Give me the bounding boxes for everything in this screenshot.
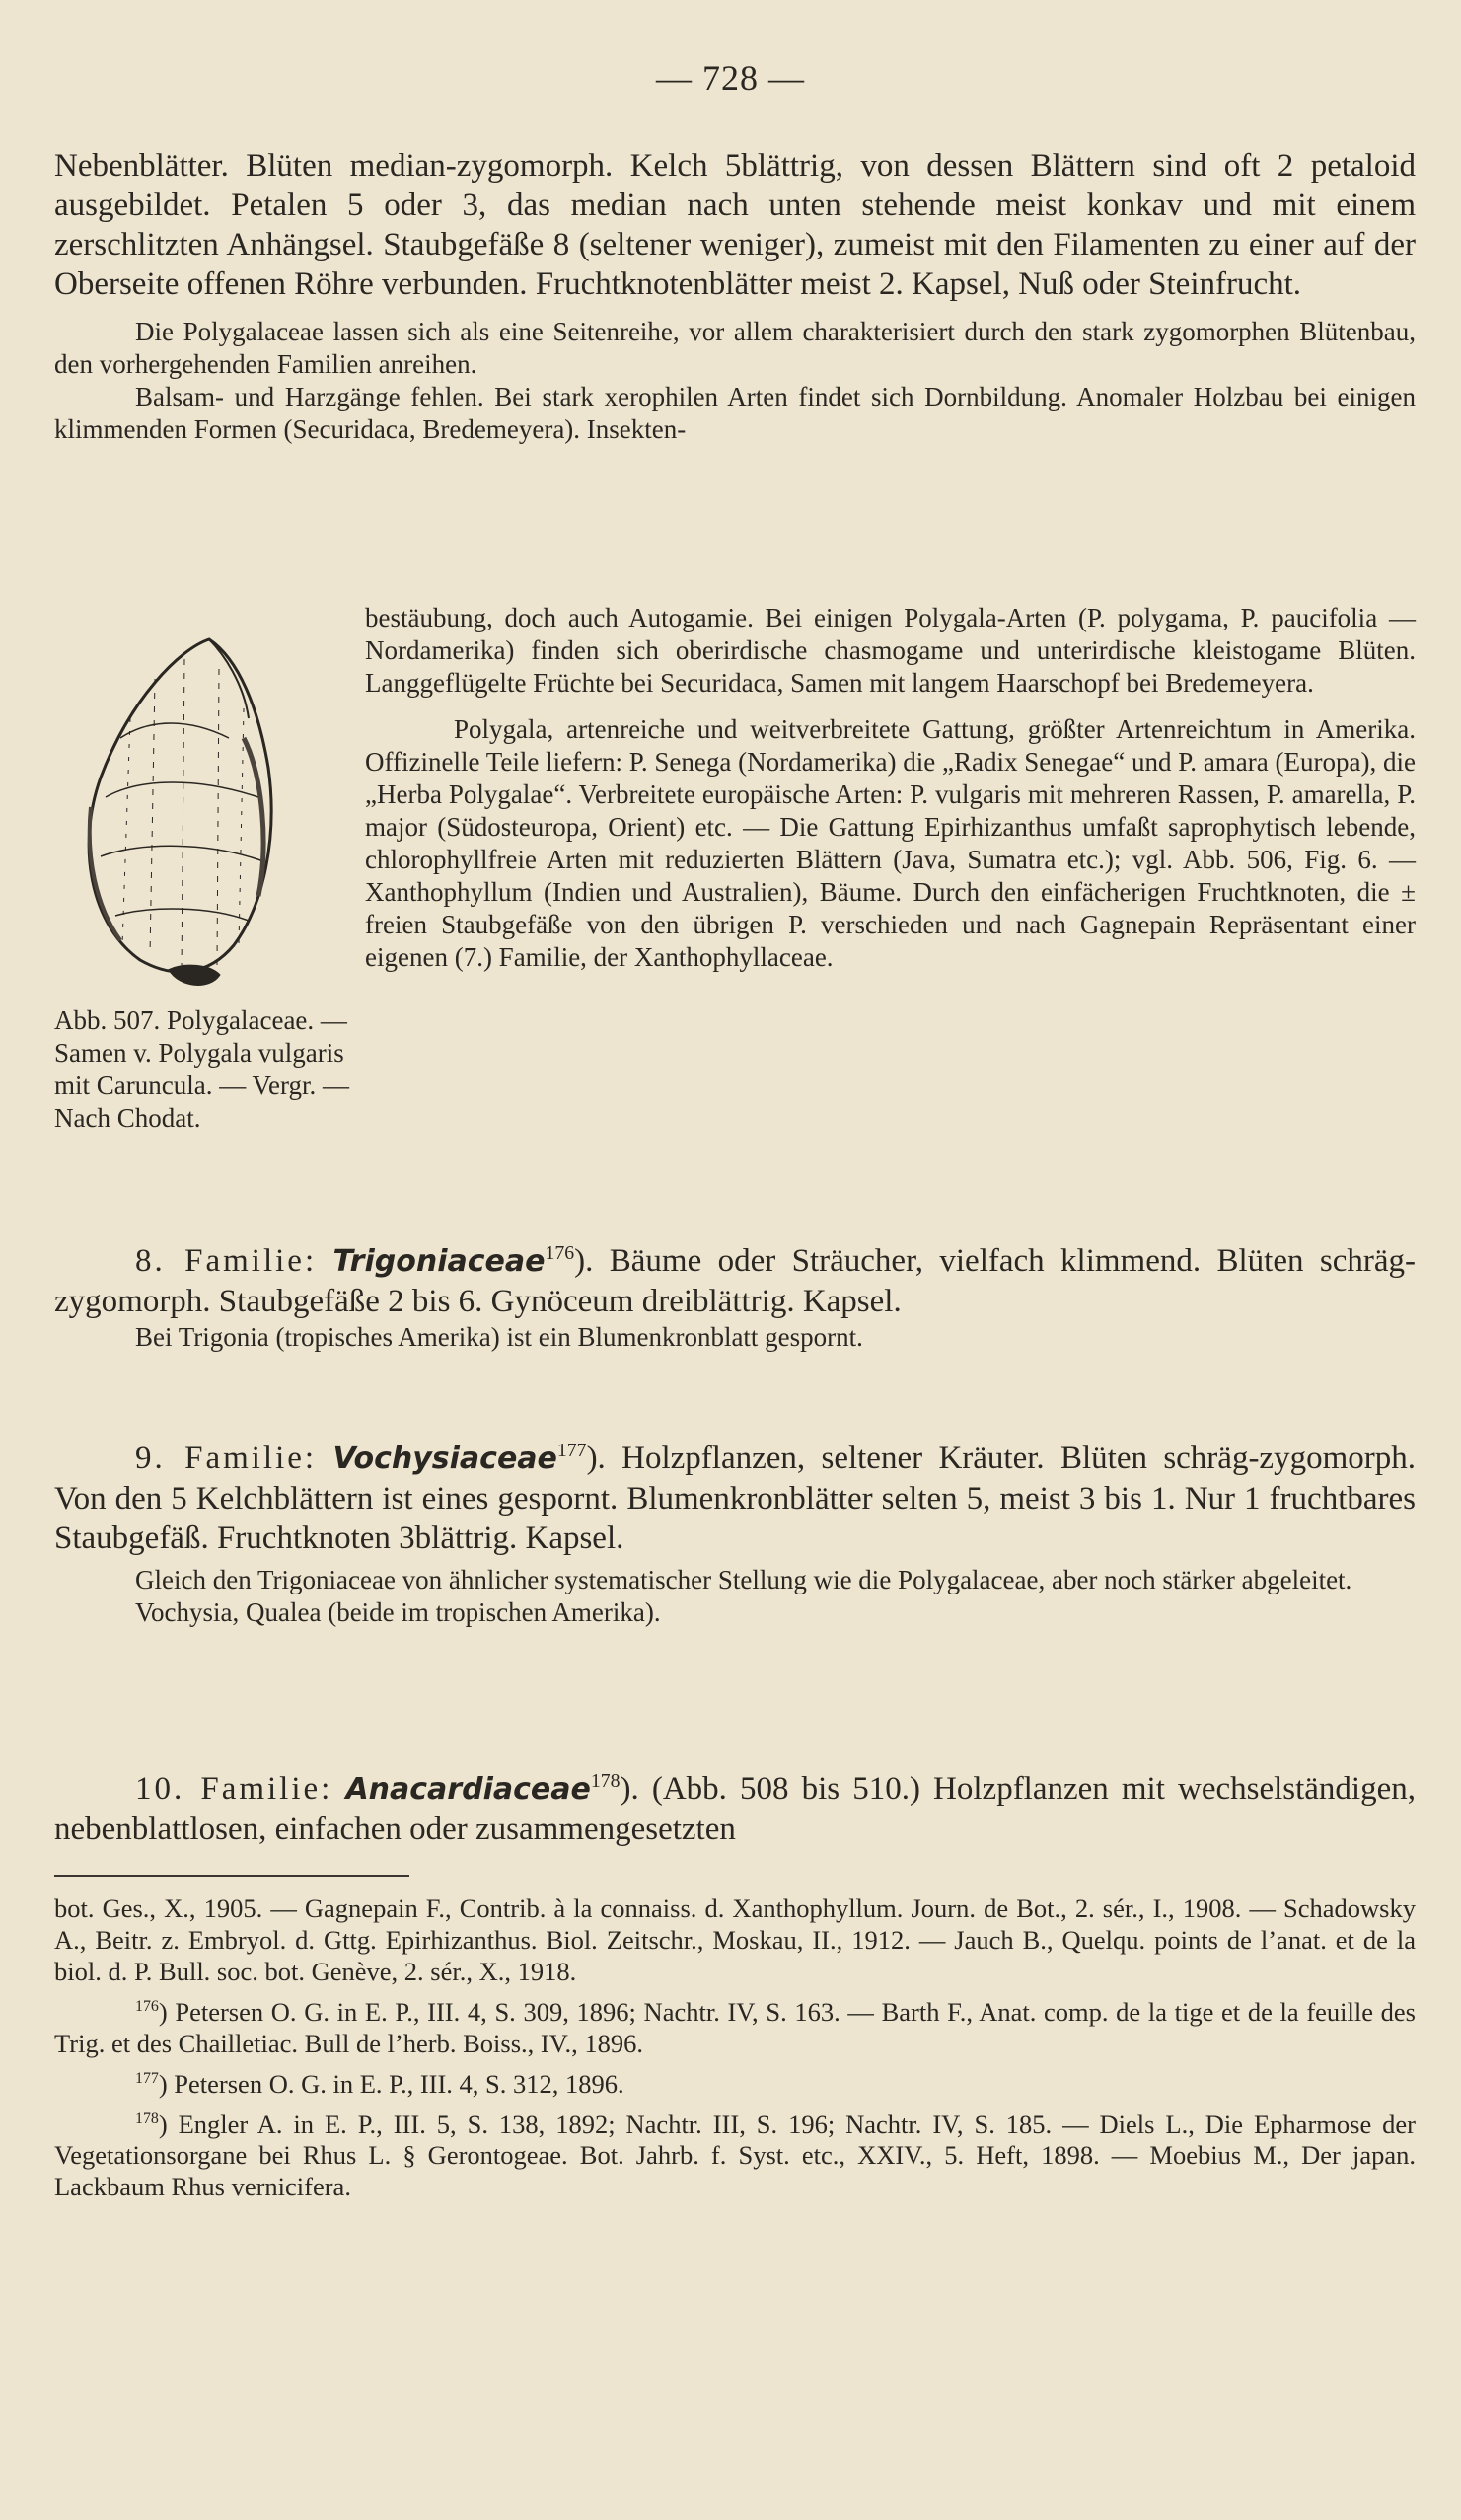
family-9-section (54, 1431, 1416, 1629)
footnote-continued: bot. Ges., X., 1905. — Gagnepain F., Contrib. à la connaiss. d. Xanthophyllum. Journ. de Bot., 2. sér., I., 1908. — Schadowsky A., Beitr. z. Embryol. d. Gttg. Epirhizanthus. Biol. Zeitschr., Moskau, II., 1912. — Jauch B., Quelqu. points de l’anat. et de la biol. d. P. Bull. soc. bot. Genève, 2. sér., X., 1918. (54, 1893, 1416, 1986)
family-8-ref: 176 (545, 1242, 575, 1264)
family-10-section (54, 1761, 1416, 1849)
seed-drawing (89, 639, 271, 985)
family-9-note-2: Vochysia, Qualea (beide im tropischen Amerika). (135, 1597, 661, 1627)
family-8-text: ). Bäume oder Sträucher, vielfach klimmend. Blüten schräg-zygomorph. Staubgefäße 2 bis 6. Gynöceum dreiblättrig. Kapsel. (54, 1243, 1416, 1319)
figure-caption: Abb. 507. Polygalaceae. — Samen v. Polygala vulgaris mit Caruncula. — Vergr. — Nach Chodat. (54, 1005, 349, 1133)
family-10-lead: 10. Familie: (135, 1771, 333, 1807)
family-8-paragraph (54, 1233, 1416, 1321)
family-9-lead: 9. Familie: (135, 1441, 318, 1476)
polygalaceae-note: Die Polygalaceae lassen sich als eine Seitenreihe, vor allem charakterisiert durch den stark zygomorphen Blütenbau, den vorhergehenden Familien anreihen. (54, 317, 1416, 379)
family-8-note: Bei Trigonia (tropisches Amerika) ist ein Blumenkronblatt gespornt. (135, 1322, 863, 1352)
footnote-177 (54, 2063, 1416, 2100)
family-10-text: ). (Abb. 508 bis 510.) Holzpflanzen mit wechselständigen, nebenblattlosen, einfachen oder zusammengesetzten (54, 1771, 1416, 1847)
footnote-176-number: 176 (135, 1998, 159, 2015)
family-10-name: Anacardiaceae (345, 1772, 591, 1807)
intro-paragraph: Nebenblätter. Blüten median-zygomorph. Kelch 5blättrig, von dessen Blättern sind oft 2 petaloid ausgebildet. Petalen 5 oder 3, das median nach unten stehende meist konkav und mit einem zerschlitzten Anhängsel. Staubgefäße 8 (seltener weniger), zumeist mit den Filamenten zu einer auf der Oberseite offenen Röhre verbunden. Fruchtknotenblätter meist 2. Kapsel, Nuß oder Steinfrucht. (54, 148, 1416, 302)
footnote-178-text: ) Engler A. in E. P., III. 5, S. 138, 1892; Nachtr. III, S. 196; Nachtr. IV, S. 185. — Diels L., Die Epharmose der Vegetationsorgane bei Rhus L. § Gerontogeae. Bot. Jahrb. f. Syst. etc., XXIV., 5. Heft, 1898. — Moebius M., Der japan. Lackbaum Rhus vernicifera. (54, 2109, 1416, 2202)
family-9-text: ). Holzpflanzen, seltener Kräuter. Blüten schräg-zygomorph. Von den 5 Kelchblättern ist eines gespornt. Blumenkronblätter selten 5, meist 3 bis 1. Nur 1 fruchtbares Staubgefäß. Fruchtknoten 3blättrig. Kapsel. (54, 1441, 1416, 1556)
footnote-176-text: ) Petersen O. G. in E. P., III. 4, S. 309, 1896; Nachtr. IV, S. 163. — Barth F., Anat. comp. de la tige et de la feuille des Trig. et des Chailletiac. Bull de l’herb. Boiss., IV., 1896. (54, 1996, 1416, 2058)
footnote-178-number: 178 (135, 2110, 159, 2127)
footnote-178 (54, 2104, 1416, 2203)
intro-section (54, 146, 1416, 446)
family-9-note-1: Gleich den Trigoniaceae von ähnlicher systematischer Stellung wie die Polygalaceae, aber noch stärker abgeleitet. (135, 1565, 1352, 1594)
anatomy-note-continued: bestäubung, doch auch Autogamie. Bei einigen Polygala-Arten (P. polygama, P. paucifolia — Nordamerika) finden sich oberirdische chasmogame und unterirdische kleistogame Blüten. Langgeflügelte Früchte bei Securidaca, Samen mit langem Haarschopf bei Bredemeyera. (365, 603, 1416, 698)
family-8-lead: 8. Familie: (135, 1243, 318, 1279)
footnote-176 (54, 1991, 1416, 2059)
footnote-177-number: 177 (135, 2069, 159, 2087)
footnote-divider (54, 1875, 409, 1877)
family-10-ref: 178 (590, 1770, 621, 1792)
family-8-section (54, 1233, 1416, 1354)
anatomy-note: Balsam- und Harzgänge fehlen. Bei stark xerophilen Arten findet sich Dornbildung. Anomaler Holzbau bei einigen klimmenden Formen (Securidaca, Bredemeyera). Insekten- (54, 382, 1416, 444)
footnote-177-text: ) Petersen O. G. in E. P., III. 4, S. 312, 1896. (158, 2068, 624, 2099)
family-9-paragraph (54, 1431, 1416, 1558)
page-number: — 728 — (656, 58, 805, 98)
family-9-name: Vochysiaceae (332, 1442, 557, 1476)
family-8-name: Trigoniaceae (332, 1244, 546, 1279)
family-10-paragraph (54, 1761, 1416, 1849)
wrapped-text (365, 602, 1416, 974)
family-9-ref: 177 (556, 1440, 587, 1461)
polygala-paragraph: Polygala, artenreiche und weitverbreitete Gattung, größter Artenreichtum in Amerika. Offizinelle Teile liefern: P. Senega (Nordamerika) die „Radix Senegae“ und P. amara (Europa), die „Herba Polygalae“. Verbreitete europäische Arten: P. vulgaris mit mehreren Rassen, P. amarella, P. major (Südosteuropa, Orient) etc. — Die Gattung Epirhizanthus umfaßt saprophytisch lebende, chlorophyllfreie Arten mit reduzierten Blättern (Java, Sumatra etc.); vgl. Abb. 506, Fig. 6. — Xanthophyllum (Indien und Australien), Bäume. Durch den einfächerigen Fruchtknoten, die ± freien Staubgefäße von den übrigen P. verschieden und nach Gagnepain Repräsentant einer eigenen (7.) Familie, der Xanthophyllaceae. (365, 714, 1416, 972)
seed-illustration (61, 630, 298, 995)
footnotes-section (54, 1892, 1416, 2202)
